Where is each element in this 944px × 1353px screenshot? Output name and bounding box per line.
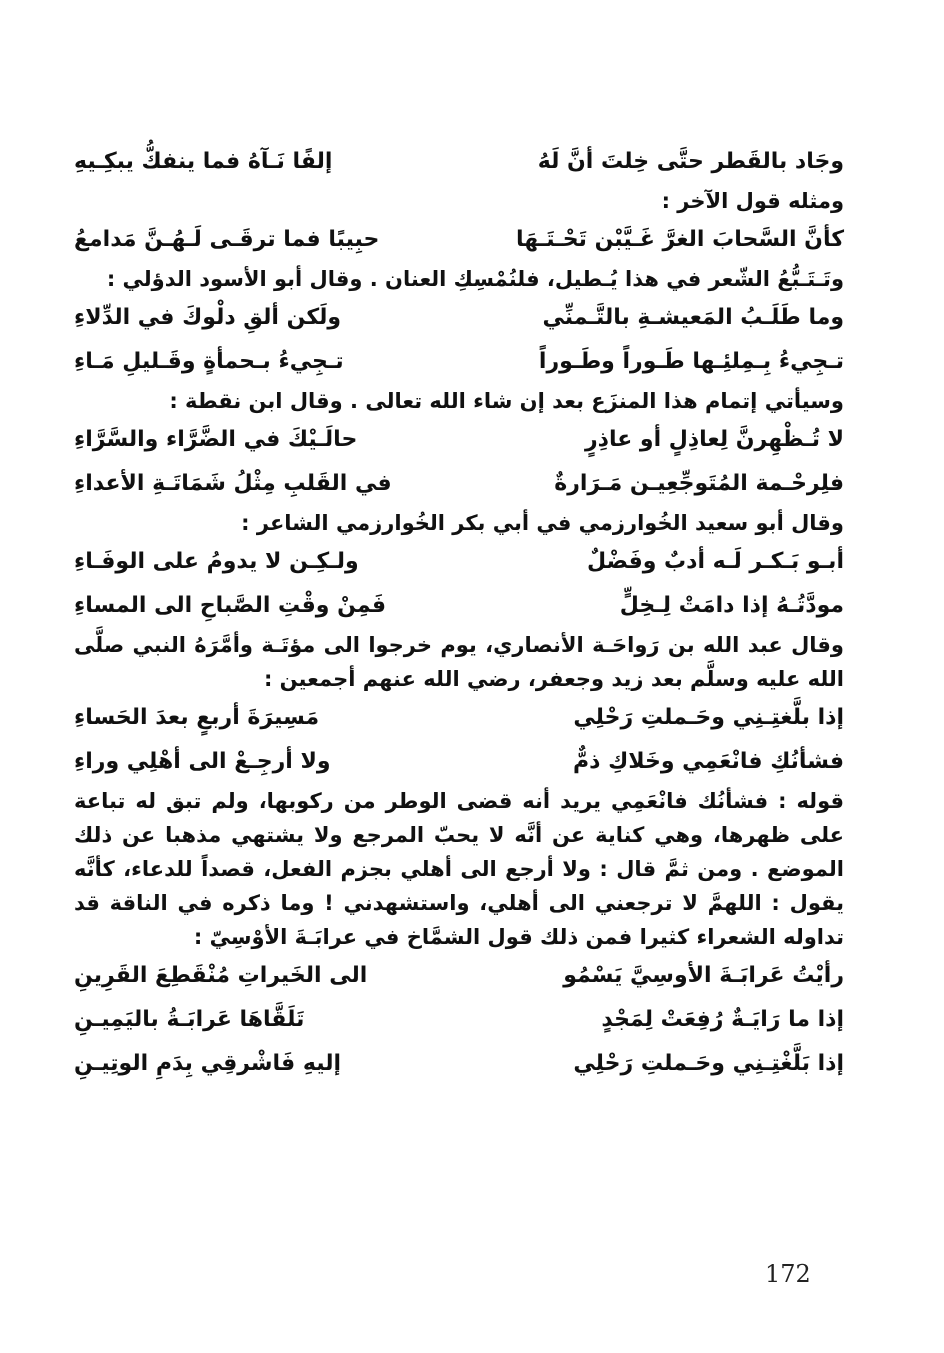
verse-second-hemistich: حبِيبًا فما ترقَـى لَـهُـنَّ مَدامعُ	[74, 227, 380, 252]
verse-line	[74, 218, 844, 262]
verse-first-hemistich: فلِرحْـمة المُتَوجِّعِيـن مَـرَارةٌ	[554, 471, 844, 496]
verse-first-hemistich: فشأنُكِ فانْعَمِي وخَلاكِ ذمٌّ	[573, 749, 844, 774]
prose-paragraph: ومثله قول الآخر :	[661, 189, 844, 213]
verse-second-hemistich: تَلَقَّاهَا عَرابَـةُ باليَمِيـنِ	[74, 1007, 305, 1032]
verse-first-hemistich: إذا ما رَايَـةٌ رُفِعَتْ لِمَجْدٍ	[601, 1007, 844, 1032]
verse-first-hemistich: لا تُـظْهِرنَّ لِعاذِلٍ أو عاذِرٍ	[585, 427, 844, 452]
verse-line	[74, 140, 844, 184]
verse-line	[74, 696, 844, 740]
verse-line	[74, 584, 844, 628]
verse-first-hemistich: وما طَلَـبُ المَعيشـةِ بالتَّـمنِّي	[542, 305, 844, 330]
verse-first-hemistich: تـجِيءُ بِـمِلئِـها طَـوراً وطَـوراً	[538, 349, 844, 374]
verse-line	[74, 418, 844, 462]
verse-first-hemistich: كأنَّ السَّحابَ الغرَّ غَـيَّبْن تَحْـتَـهَا	[515, 227, 844, 252]
prose-paragraph: وقال أبو سعيد الخُوارزمي في أبي بكر الخُوارزمي الشاعر :	[241, 511, 844, 535]
verse-line	[74, 340, 844, 384]
verse-first-hemistich: مودَّتُـهُ إذا دامَتْ لِـخِلٍّ	[619, 593, 844, 618]
prose-paragraph: قوله : فشأنُك فانْعَمِي يريد أنه قضى الوطر من ركوبها، ولم تبق له تباعة على ظهرها، وهي كناية عن أنَّه لا يحبّ المرجع ولا يشتهي مذهبا عن ذلك الموضع . ومن ثمَّ قال : ولا أرجع الى أهلي بجزم الفعل، قصداً للدعاء، كأنَّه يقول : اللهمَّ لا ترجعني الى أهلي، واستشهدني ! وما ذكره في الناقة قد تداوله الشعراء كثيرا فمن ذلك قول الشمَّاخ في عرابَـةَ الأوْسِيّ :	[74, 789, 844, 949]
verse-first-hemistich: وجَاد بالقَطر حتَّى خِلتَ أنَّ لَهُ	[537, 149, 844, 174]
verse-line	[74, 1042, 844, 1086]
verse-line	[74, 954, 844, 998]
verse-first-hemistich: رأيْتُ عَرابَـةَ الأوسِيَّ يَسْمُو	[563, 963, 844, 988]
verse-line	[74, 462, 844, 506]
verse-second-hemistich: مَسِيرَةَ أربعٍ بعدَ الحَساءِ	[74, 705, 320, 730]
prose-paragraph: وسيأتي إتمام هذا المنزَع بعد إن شاء الله تعالى . وقال ابن نقطة :	[169, 389, 844, 413]
page-body	[74, 140, 844, 1086]
prose-paragraph: وتَـتَـبُّعُ الشّعر في هذا يُـطيل، فلنُمْسِكِ العنان . وقال أبو الأسود الدؤلي :	[106, 267, 844, 291]
verse-second-hemistich: فَمِنْ وقْتِ الصَّباحِ الى المساءِ	[74, 593, 387, 618]
verse-line	[74, 540, 844, 584]
verse-line	[74, 998, 844, 1042]
verse-second-hemistich: إليهِ فَاشْرقِي بِدَمِ الوتِيـنِ	[74, 1051, 341, 1076]
verse-second-hemistich: حالَـيْكَ في الضَّرَّاء والسَّرَّاءِ	[74, 427, 358, 452]
verse-first-hemistich: إذا بلَّغتِـنِي وحَـملتِ رَحْلِي	[573, 705, 844, 730]
page-number: 172	[765, 1260, 811, 1288]
verse-second-hemistich: تـجِيءُ بـحمأةٍ وقَـليلِ مَـاءِ	[74, 349, 344, 374]
verse-second-hemistich: ولَكن ألقِ دلْوكَ في الدِّلاءِ	[74, 305, 342, 330]
verse-second-hemistich: ولـكِـن لا يدومُ على الوفَـاءِ	[74, 549, 359, 574]
verse-first-hemistich: أبـو بَـكـر لَـه أدبٌ وفَضْلٌ	[587, 549, 844, 574]
verse-line	[74, 296, 844, 340]
verse-line	[74, 740, 844, 784]
verse-second-hemistich: في القَلبِ مِثْلُ شَمَاتَـةِ الأعداءِ	[74, 471, 392, 496]
prose-paragraph: وقال عبد الله بن رَواحَـة الأنصاري، يوم خرجوا الى مؤتَـة وأمَّرَهُ النبي صلَّى الله عليه وسلَّم بعد زيد وجعفر، رضي الله عنهم أجمعين :	[74, 633, 844, 691]
verse-second-hemistich: إلفًا نَـآهُ فما ينفكُّ يبكِـيهِ	[74, 149, 333, 174]
verse-first-hemistich: إذا بَلَّغْتِـنِي وحَـملتِ رَحْلِي	[573, 1051, 844, 1076]
verse-second-hemistich: ولا أرجِـعْ الى أهْلِي وراءِ	[74, 749, 331, 774]
verse-second-hemistich: الى الخَيراتِ مُنْقَطِعَ القَرِينِ	[74, 963, 368, 988]
